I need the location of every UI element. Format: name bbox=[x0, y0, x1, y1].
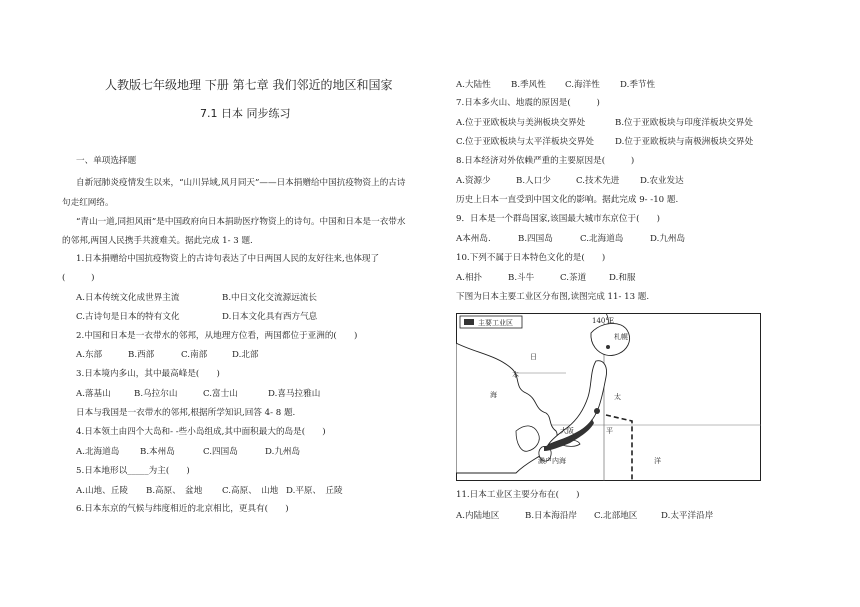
q6-option-d[interactable]: D.季节性 bbox=[620, 80, 656, 90]
q4-option-d[interactable]: D.九州岛 bbox=[265, 447, 301, 457]
q7-option-c[interactable]: C.位于亚欧板块与太平洋板块交界处 bbox=[456, 137, 594, 147]
q10-option-a[interactable]: A.相扑 bbox=[456, 273, 483, 283]
q1-option-c[interactable]: C.古诗句是日本的特有文化 bbox=[76, 312, 180, 322]
q6-option-b[interactable]: B.季风性 bbox=[511, 80, 546, 90]
q1-option-a[interactable]: A.日本传统文化成世界主流 bbox=[76, 293, 180, 303]
q4-option-b[interactable]: B.本州岛 bbox=[140, 447, 175, 457]
map-label-osaka: 大阪 bbox=[560, 427, 574, 435]
q11-option-a[interactable]: A.内陆地区 bbox=[456, 511, 500, 521]
q7-option-a[interactable]: A.位于亚欧板块与美洲板块交界处 bbox=[456, 118, 586, 128]
q1-paren: ( ) bbox=[62, 273, 95, 283]
map-label-ri: 日 bbox=[530, 353, 537, 361]
q1-option-d[interactable]: D.日本文化具有西方气息 bbox=[222, 312, 318, 322]
q10-option-c[interactable]: C.茶道 bbox=[560, 273, 587, 283]
q6-stem: 6.日本东京的气候与纬度相近的北京相比，更具有( ) bbox=[76, 504, 289, 514]
q5-option-c[interactable]: C.高原、 山地 bbox=[222, 486, 279, 496]
q3-option-d[interactable]: D.喜马拉雅山 bbox=[268, 389, 321, 399]
q8-option-b[interactable]: B.人口少 bbox=[516, 176, 551, 186]
q8-option-a[interactable]: A.资源少 bbox=[456, 176, 491, 186]
q10-option-b[interactable]: B.斗牛 bbox=[508, 273, 535, 283]
q6-option-c[interactable]: C.海洋性 bbox=[565, 80, 600, 90]
intro-paragraph-2a: “青山一道,同担风雨”是中国政府向日本捐助医疗物资上的诗句。中国和日本是一衣带水 bbox=[76, 217, 406, 227]
note-questions-9-10: 历史上日本一直受到中国文化的影响。据此完成 9- -10 题. bbox=[456, 195, 679, 205]
map-label-ping: 平 bbox=[606, 427, 613, 435]
q7-option-b[interactable]: B.位于亚欧板块与印度洋板块交界处 bbox=[615, 118, 753, 128]
q3-option-b[interactable]: B.乌拉尔山 bbox=[134, 389, 178, 399]
q4-option-c[interactable]: C.四国岛 bbox=[203, 447, 238, 457]
q3-option-c[interactable]: C.富士山 bbox=[203, 389, 238, 399]
q7-stem: 7.日本多火山、地震的原因是( ) bbox=[456, 98, 600, 108]
note-questions-4-8: 日本与我国是一衣带水的邻邦,根据所学知识,回答 4- 8 题. bbox=[76, 408, 296, 418]
map-label-yang: 洋 bbox=[654, 457, 661, 465]
q3-stem: 3.日本境内多山，其中最高峰是( ) bbox=[76, 369, 220, 379]
q11-stem: 11.日本工业区主要分布在( ) bbox=[456, 490, 580, 500]
doc-title: 人教版七年级地理 下册 第七章 我们邻近的地区和国家 bbox=[105, 78, 393, 92]
q5-stem: 5.日本地形以_____为主( ) bbox=[76, 466, 190, 476]
q9-option-b[interactable]: B.四国岛 bbox=[518, 234, 553, 244]
intro-paragraph-1b: 句走红网络。 bbox=[62, 198, 114, 208]
map-label-ben: 本 bbox=[512, 371, 519, 379]
map-label-sapporo: 札幌 bbox=[614, 333, 628, 341]
q4-option-a[interactable]: A.北海道岛 bbox=[76, 447, 120, 457]
q9-option-d[interactable]: D.九州岛 bbox=[650, 234, 686, 244]
q2-option-c[interactable]: C.南部 bbox=[181, 350, 208, 360]
q7-option-d[interactable]: D.位于亚欧板块与南极洲板块交界处 bbox=[615, 137, 754, 147]
q2-option-b[interactable]: B.西部 bbox=[128, 350, 155, 360]
map-lon-label: 140°E bbox=[592, 317, 614, 325]
doc-subtitle: 7.1 日本 同步练习 bbox=[200, 107, 291, 120]
q5-option-b[interactable]: B.高原、 盆地 bbox=[146, 486, 203, 496]
q4-stem: 4.日本领土由四个大岛和- -些小岛组成,其中面积最大的岛是( ) bbox=[76, 427, 326, 437]
map-label-tai: 太 bbox=[614, 393, 621, 401]
q1-option-b[interactable]: B.中日文化交流源远流长 bbox=[222, 293, 317, 303]
q5-option-d[interactable]: D.平原、 丘陵 bbox=[286, 486, 343, 496]
q10-stem: 10.下列不属于日本特色文化的是( ) bbox=[456, 253, 606, 263]
q5-option-a[interactable]: A.山地、丘陵 bbox=[76, 486, 128, 496]
map-label-hai: 海 bbox=[490, 391, 497, 399]
intro-paragraph-1a: 自新冠肺炎疫情发生以来，“山川异域,风月同天”——日本捐赠给中国抗疫物资上的古诗 bbox=[76, 178, 406, 188]
map-legend-swatch bbox=[464, 319, 474, 325]
q8-option-c[interactable]: C.技术先进 bbox=[576, 176, 620, 186]
q2-option-d[interactable]: D.北部 bbox=[232, 350, 259, 360]
q1-stem: 1.日本捐赠给中国抗疫物资上的古诗句表达了中日两国人民的友好往来,也体现了 bbox=[76, 254, 380, 264]
q8-stem: 8.日本经济对外依赖严重的主要原因是( ) bbox=[456, 156, 635, 166]
intro-paragraph-2b: 的邻邦,两国人民携手共渡难关。据此完成 1- 3 题. bbox=[62, 236, 253, 246]
q6-option-a[interactable]: A.大陆性 bbox=[456, 80, 491, 90]
q3-option-a[interactable]: A.落基山 bbox=[76, 389, 111, 399]
map-label-setouchi: 濑户内海 bbox=[538, 457, 566, 465]
section-heading: 一、单项选择题 bbox=[76, 156, 137, 166]
q8-option-d[interactable]: D.农业发达 bbox=[640, 176, 684, 186]
q11-option-b[interactable]: B.日本海沿岸 bbox=[525, 511, 578, 521]
q11-option-d[interactable]: D.太平洋沿岸 bbox=[661, 511, 714, 521]
note-questions-11-13: 下图为日本主要工业区分布图,读图完成 11- 13 题. bbox=[456, 292, 650, 302]
q9-option-a[interactable]: A本州岛. bbox=[456, 234, 491, 244]
q11-option-c[interactable]: C.北部地区 bbox=[594, 511, 638, 521]
map-legend-label: 主要工业区 bbox=[478, 319, 513, 327]
japan-industrial-map bbox=[456, 313, 761, 481]
q2-option-a[interactable]: A.东部 bbox=[76, 350, 103, 360]
q10-option-d[interactable]: D.和服 bbox=[609, 273, 636, 283]
q2-stem: 2.中国和日本是一衣带水的邻邦，从地理方位看，两国都位于亚洲的( ) bbox=[76, 331, 358, 341]
q9-stem: 9．日本是一个群岛国家,该国最大城市东京位于( ) bbox=[456, 214, 660, 224]
q9-option-c[interactable]: C.北海道岛 bbox=[580, 234, 624, 244]
